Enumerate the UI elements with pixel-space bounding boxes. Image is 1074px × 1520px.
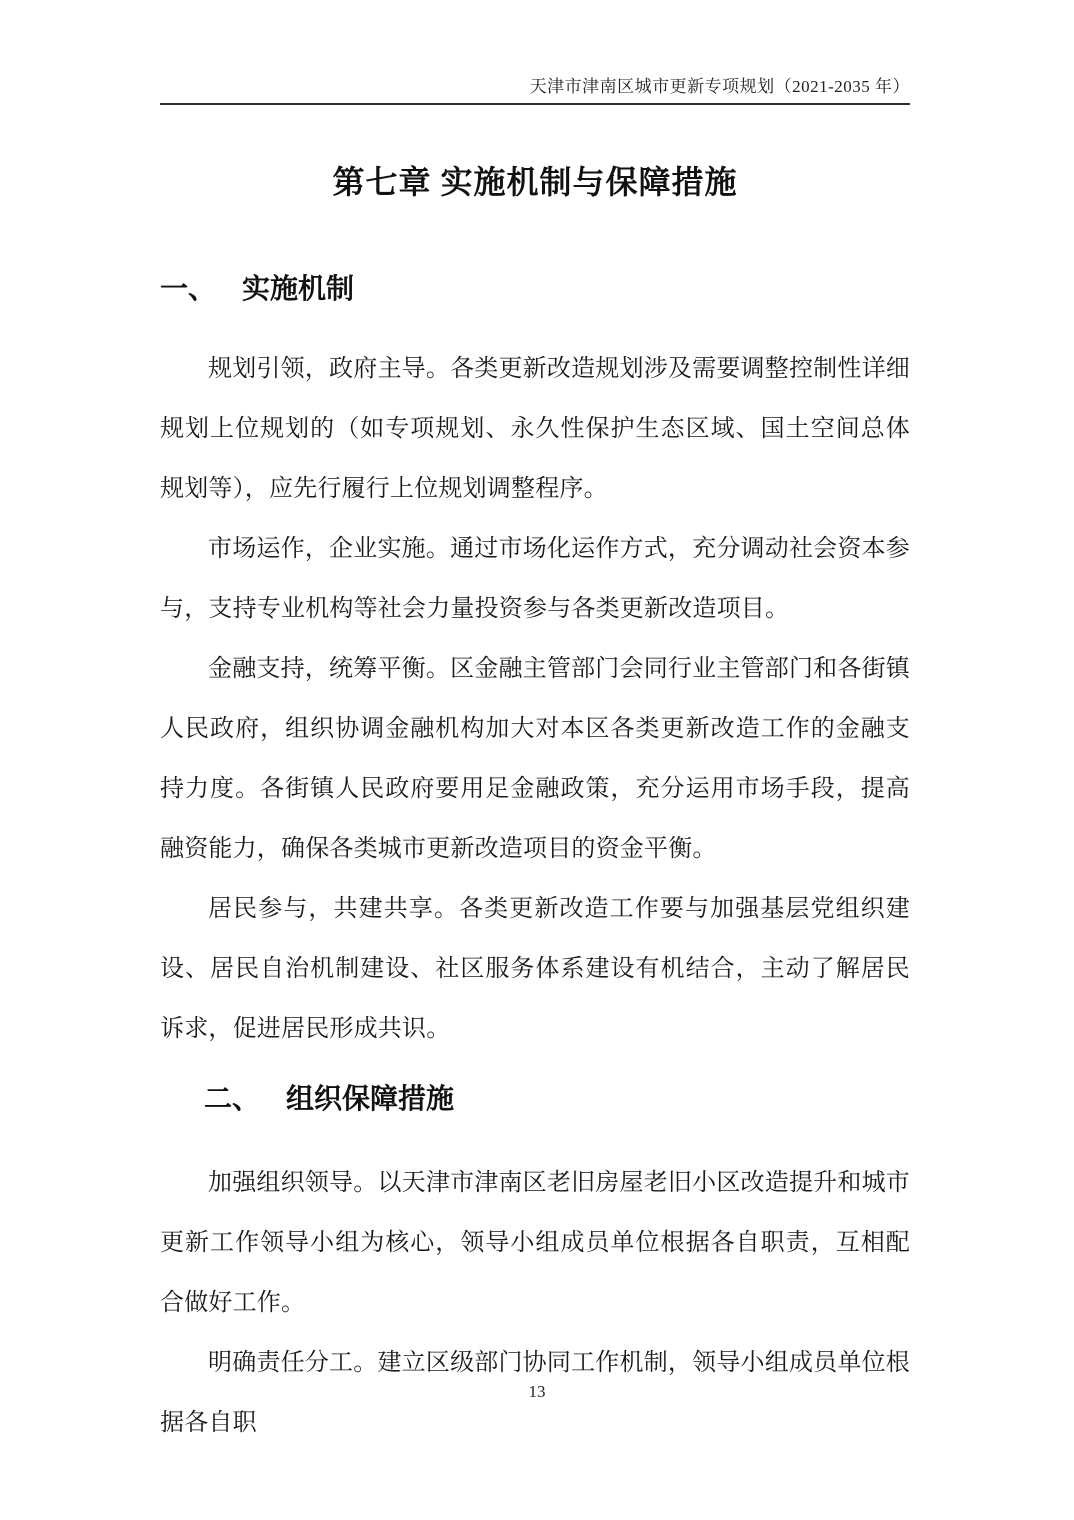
paragraph: 加强组织领导。以天津市津南区老旧房屋老旧小区改造提升和城市更新工作领导小组为核心，领导小组成员单位根据各自职责，互相配合做好工作。: [160, 1170, 910, 1316]
chapter-title: 第七章 实施机制与保障措施: [332, 164, 738, 200]
paragraph: 居民参与，共建共享。各类更新改造工作要与加强基层党组织建设、居民自治机制建设、社区服务体系建设有机结合，主动了解居民诉求，促进居民形成共识。: [160, 896, 910, 1042]
section-number: 一、: [160, 273, 217, 304]
section-title: 实施机制: [242, 273, 355, 304]
section-title: 组织保障措施: [286, 1083, 455, 1114]
page-footer: [0, 1382, 1074, 1402]
section-heading-implementation-mechanism: [160, 271, 910, 307]
paragraph: 明确责任分工。建立区级部门协同工作机制，领导小组成员单位根据各自职: [160, 1350, 910, 1436]
section-number: 二、: [204, 1083, 261, 1114]
paragraph: 市场运作，企业实施。通过市场化运作方式，充分调动社会资本参与，支持专业机构等社会力量投资参与各类更新改造项目。: [160, 536, 910, 622]
running-title: 天津市津南区城市更新专项规划（2021-2035 年）: [529, 77, 910, 96]
paragraph: 规划引领，政府主导。各类更新改造规划涉及需要调整控制性详细规划上位规划的（如专项规划、永久性保护生态区域、国土空间总体规划等），应先行履行上位规划调整程序。: [160, 356, 910, 502]
page-number: 13: [528, 1382, 546, 1401]
section-heading-organizational-safeguards: [160, 1081, 910, 1117]
paragraph: 金融支持，统筹平衡。区金融主管部门会同行业主管部门和各街镇人民政府，组织协调金融机构加大对本区各类更新改造工作的金融支持力度。各街镇人民政府要用足金融政策，充分运用市场手段，提高融资能力，确保各类城市更新改造项目的资金平衡。: [160, 656, 910, 862]
page-header: [160, 0, 910, 105]
